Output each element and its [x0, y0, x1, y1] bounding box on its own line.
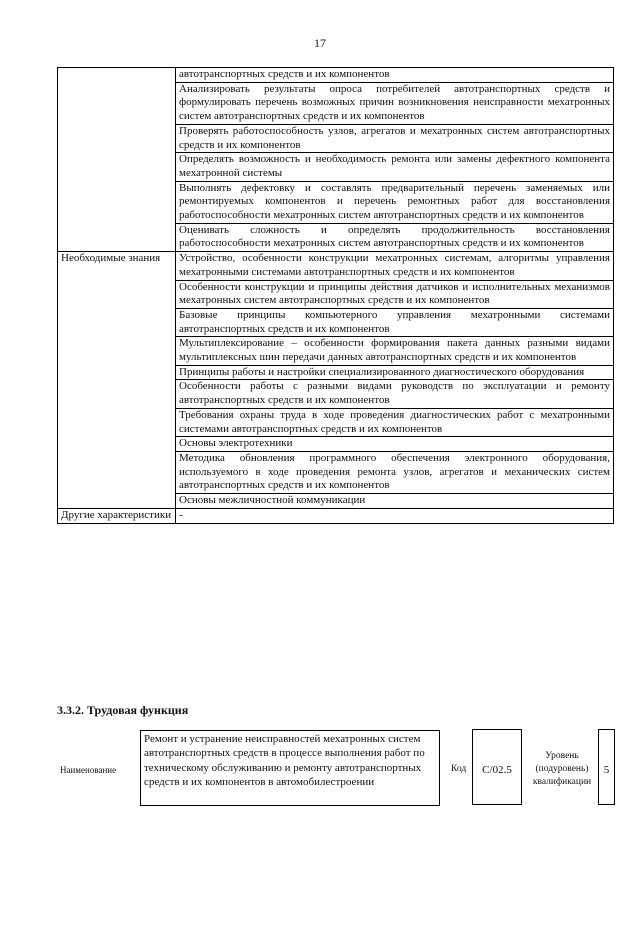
row-item: Мультиплексирование – особенности формирования пакета данных разными видами мультиплексных шин передачи данных автотранспортных средств и их компонентов — [176, 337, 614, 365]
row-item: Проверять работоспособность узлов, агрегатов и мехатронных систем автотранспортных средств и их компонентов — [176, 124, 614, 152]
section-heading: 3.3.2. Трудовая функция — [57, 703, 189, 717]
page-number: 17 — [314, 36, 326, 50]
row-item: Требования охраны труда в ходе проведения диагностических работ с мехатронными системами автотранспортных средств и их компонентов — [176, 408, 614, 436]
row-item: Анализировать результаты опроса потребителей автотранспортных средств и формулировать перечень возможных причин возникновения неисправности мехатронных систем автотранспортных средств и их компонентов — [176, 82, 614, 124]
row-item: автотранспортных средств и их компонентов — [176, 68, 614, 83]
row-item: Оценивать сложность и определять продолжительность восстановления работоспособности мехатронных систем автотранспортных средств и их компонентов — [176, 223, 614, 251]
function-name-box: Ремонт и устранение неисправностей мехатронных систем автотранспортных средств в процессе выполнения работ по техническому обслуживанию и ремонту автотранспортных средств и их компонентов в автомобилестроении — [140, 730, 440, 806]
row-label — [58, 68, 176, 252]
row-item: Особенности работы с разными видами руководств по эксплуатации и ремонту автотранспортных средств и их компонентов — [176, 380, 614, 408]
row-item: Устройство, особенности конструкции мехатронных системам, алгоритмы управления мехатронными системами автотранспортных средств и их компонентов — [176, 252, 614, 280]
row-item: Принципы работы и настройки специализированного диагностического оборудования — [176, 365, 614, 380]
qualification-level-label: Уровень (подуровень) квалификации — [532, 751, 592, 787]
name-label: Наименование — [60, 765, 117, 775]
row-label: Другие характеристики — [58, 508, 176, 523]
table-row — [58, 68, 614, 83]
row-item: Основы электротехники — [176, 437, 614, 452]
row-item: Основы межличностной коммуникации — [176, 494, 614, 509]
table-row — [58, 252, 614, 280]
row-item: Определять возможность и необходимость ремонта или замены дефектного компонента мехатронной системы — [176, 153, 614, 181]
row-item: - — [176, 508, 614, 523]
row-item: Базовые принципы компьютерного управления мехатронными системами автотранспортных средств и их компонентов — [176, 308, 614, 336]
row-item: Особенности конструкции и принципы действия датчиков и исполнительных механизмов мехатронных систем автотранспортных средств и их компонентов — [176, 280, 614, 308]
qualification-level-box: 5 — [598, 729, 615, 805]
row-item: Методика обновления программного обеспечения электронного оборудования, используемого в ходе проведения ремонта узлов, агрегатов и механических систем автотранспортных средств и их компонентов — [176, 451, 614, 493]
table-row — [58, 508, 614, 523]
competency-table — [57, 67, 614, 524]
row-label: Необходимые знания — [58, 252, 176, 509]
code-box: C/02.5 — [472, 729, 522, 805]
code-label: Код — [451, 764, 467, 774]
row-item: Выполнять дефектовку и составлять предварительный перечень заменяемых или ремонтируемых компонентов и перечень ремонтных работ для восстановления работоспособности мехатронных систем автотранспортных средств и их компонентов — [176, 181, 614, 223]
